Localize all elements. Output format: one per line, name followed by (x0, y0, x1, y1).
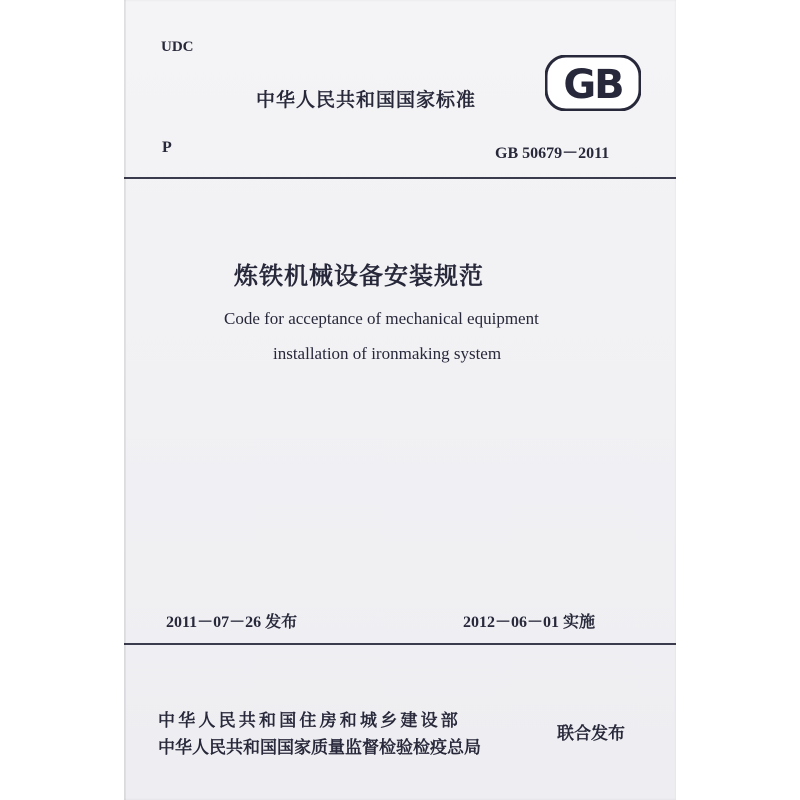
standard-cover (124, 0, 676, 800)
issue-date: 2011－07－26 发布 (166, 614, 298, 631)
top-divider (124, 177, 676, 179)
category-label: P (162, 139, 172, 156)
title-chinese: 炼铁机械设备安装规范 (234, 262, 484, 290)
issuer-aqsiq: 中华人民共和国国家质量监督检验检疫总局 (158, 738, 481, 758)
svg-text:GB: GB (563, 62, 623, 108)
standard-code: GB 50679－2011 (495, 145, 610, 162)
udc-label: UDC (161, 39, 194, 55)
title-english-line2: installation of ironmaking system (273, 344, 502, 363)
gb-logo-icon (545, 55, 641, 111)
issuer-ministry: 中华人民共和国住房和城乡建设部 (158, 711, 461, 731)
joint-release-label: 联合发布 (557, 724, 625, 744)
bottom-divider (124, 643, 676, 645)
implement-date: 2012－06－01 实施 (463, 614, 596, 631)
title-english-line1: Code for acceptance of mechanical equipment (224, 309, 539, 328)
standard-type: 中华人民共和国国家标准 (256, 89, 477, 111)
